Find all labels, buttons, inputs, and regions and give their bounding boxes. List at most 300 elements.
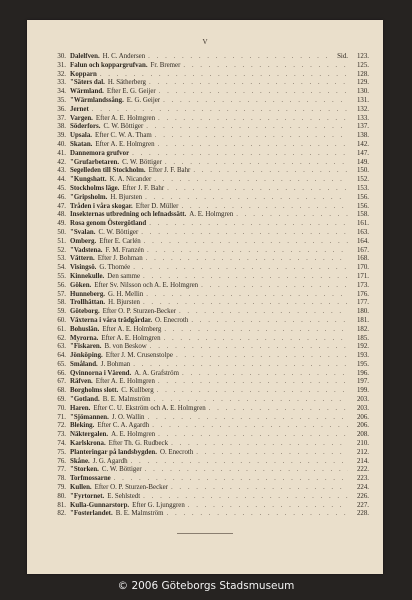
leader-dots xyxy=(147,247,348,256)
entry-author: G. Thomée xyxy=(99,264,131,272)
entry-page: 171. xyxy=(356,272,369,280)
toc-entry xyxy=(51,458,369,467)
toc-entry xyxy=(51,502,369,511)
entry-number: 54. xyxy=(57,264,66,272)
entry-title: Bohuslän. xyxy=(70,325,100,333)
leader-dots xyxy=(154,396,348,405)
entry-author: H. C. Andersen xyxy=(102,53,146,60)
leader-dots xyxy=(165,159,348,168)
entry-author: A. E. Holmgren xyxy=(189,211,234,219)
toc-entry xyxy=(51,247,369,256)
entry-number: 67. xyxy=(57,378,66,386)
leader-dots xyxy=(148,53,334,62)
toc-entry xyxy=(51,387,369,396)
entry-author: K. A. Nicander xyxy=(109,176,152,184)
entry-author: H. Bjursten xyxy=(110,193,143,201)
entry-title: Rosa genom Östergötland xyxy=(70,220,147,228)
toc-entry xyxy=(51,422,369,431)
entry-number: 70. xyxy=(57,404,66,412)
entry-page: 153. xyxy=(356,184,369,192)
entry-author: J. G. Agardh xyxy=(92,457,128,465)
entry-number: 77. xyxy=(57,466,66,474)
entry-page: 206. xyxy=(356,422,369,430)
entry-title: "Sjömannen. xyxy=(70,413,109,421)
toc-entry xyxy=(51,510,369,519)
entry-page: 152. xyxy=(356,176,369,184)
entry-page: 196. xyxy=(356,369,369,377)
leader-dots xyxy=(100,71,348,80)
entry-page: 197. xyxy=(356,378,369,386)
leader-dots xyxy=(164,326,348,335)
leader-dots xyxy=(236,211,348,220)
toc-entry xyxy=(51,53,369,62)
entry-title: "Grufarbetaren. xyxy=(70,158,120,166)
entry-title: Wärmland. xyxy=(70,88,104,96)
entry-page: 181. xyxy=(356,316,369,324)
entry-title: Göteborg. xyxy=(70,308,100,316)
entry-title: Segelleden till Stockholm. xyxy=(70,167,146,175)
entry-title: Göken. xyxy=(70,281,92,289)
entry-title: Näktergalen. xyxy=(70,431,109,439)
entry-number: 36. xyxy=(57,105,66,113)
entry-number: 30. xyxy=(57,53,66,60)
entry-author: F. M. Franzén xyxy=(105,246,144,254)
entry-author: C. W. Böttiger xyxy=(122,158,162,166)
entry-title: Hunneberg. xyxy=(70,290,106,298)
leader-dots xyxy=(209,405,348,414)
entry-author: Efter E. G. Geijer xyxy=(106,88,156,96)
entry-page: 176. xyxy=(356,290,369,298)
leader-dots xyxy=(167,510,348,519)
entry-page: 130. xyxy=(356,88,369,96)
leader-dots xyxy=(193,167,348,176)
entry-title: "Fyrtornet. xyxy=(70,492,105,500)
entry-number: 32. xyxy=(57,70,66,78)
entry-number: 65. xyxy=(57,360,66,368)
entry-author: A. E. Holmgren xyxy=(111,431,156,439)
entry-number: 63. xyxy=(57,343,66,351)
scanned-page xyxy=(27,20,383,574)
entry-number: 46. xyxy=(57,193,66,201)
leader-dots xyxy=(167,185,348,194)
entry-title: Kinnekulle. xyxy=(70,272,105,280)
leader-dots xyxy=(146,255,348,264)
entry-title: Omberg. xyxy=(70,237,97,245)
toc-entry xyxy=(51,326,369,335)
entry-title: Vargen. xyxy=(70,114,93,122)
entry-author: O. Enecroth xyxy=(155,316,189,324)
entry-number: 74. xyxy=(57,440,66,448)
leader-dots xyxy=(157,387,348,396)
entry-author: Fr. Bremer xyxy=(150,61,181,69)
entry-number: 51. xyxy=(57,237,66,245)
entry-page: 203. xyxy=(356,396,369,404)
entry-author: O. Enecroth xyxy=(159,448,194,456)
entry-title: Borgholms slott. xyxy=(70,387,119,395)
leader-dots xyxy=(176,352,348,361)
entry-number: 71. xyxy=(57,413,66,421)
entry-page: 226. xyxy=(356,492,369,500)
entry-number: 38. xyxy=(57,123,66,131)
entry-title: "Gotland. xyxy=(70,396,100,404)
entry-author: Efter A. E. Holmberg xyxy=(102,325,162,333)
entry-title: Småland. xyxy=(70,360,98,368)
entry-number: 81. xyxy=(57,501,66,509)
entry-page: 222. xyxy=(356,466,369,474)
leader-dots xyxy=(92,106,348,115)
toc-entry xyxy=(51,352,369,361)
entry-title: Jernet xyxy=(70,105,89,113)
toc-entry xyxy=(51,71,369,80)
entry-number: 62. xyxy=(57,334,66,342)
entry-page: 214. xyxy=(356,457,369,465)
toc-entry xyxy=(51,159,369,168)
entry-number: 76. xyxy=(57,457,66,465)
leader-dots xyxy=(133,264,348,273)
entry-page: 147. xyxy=(356,149,369,157)
leader-dots xyxy=(146,123,348,132)
entry-author: Efter Sv. Nilsson och A. E. Holmgren xyxy=(94,281,199,289)
leader-dots xyxy=(149,220,348,229)
leader-dots xyxy=(143,299,348,308)
entry-author: Efter J. Bohman xyxy=(97,255,143,263)
entry-page: 133. xyxy=(356,114,369,122)
entry-title: Jönköping. xyxy=(70,352,103,360)
entry-number: 49. xyxy=(57,220,66,228)
leader-dots xyxy=(132,150,348,159)
toc-entry xyxy=(51,291,369,300)
toc-entry xyxy=(51,282,369,291)
entry-page: 161. xyxy=(356,220,369,228)
leader-dots xyxy=(143,273,348,282)
entry-author: Efter C. U. Ekström och A. E. Holmgren xyxy=(93,404,206,412)
toc-entry xyxy=(51,431,369,440)
entry-page: 182. xyxy=(356,325,369,333)
entry-number: 75. xyxy=(57,448,66,456)
entry-number: 31. xyxy=(57,61,66,69)
entry-author: G. H. Mellin xyxy=(108,290,144,298)
entry-author: C. W. Böttiger xyxy=(101,466,142,474)
entry-number: 53. xyxy=(57,255,66,263)
entry-title: Bleking. xyxy=(70,422,95,430)
entry-title: Karlskrona. xyxy=(70,440,106,448)
entry-author: Efter O. P. Sturzen-Becker xyxy=(94,484,168,492)
entry-number: 43. xyxy=(57,167,66,175)
leader-dots xyxy=(183,62,348,71)
leader-dots xyxy=(141,229,348,238)
entry-page: 167. xyxy=(356,246,369,254)
entry-number: 64. xyxy=(57,352,66,360)
entry-page: 199. xyxy=(356,387,369,395)
entry-page: 142. xyxy=(356,140,369,148)
toc-entry xyxy=(51,335,369,344)
entry-number: 66. xyxy=(57,369,66,377)
toc-entry xyxy=(51,97,369,106)
entry-title: Stockholms läge. xyxy=(70,184,120,192)
entry-page: 137. xyxy=(356,123,369,131)
entry-title: "Wärmlandssång. xyxy=(70,96,124,104)
toc-entry xyxy=(51,115,369,124)
entry-title: Torfmossarne xyxy=(70,475,111,483)
entry-title: Planteringar på landsbygden. xyxy=(70,448,157,456)
toc-entry xyxy=(51,185,369,194)
entry-page: 177. xyxy=(356,299,369,307)
entry-number: 55. xyxy=(57,272,66,280)
entry-title: Tråden i våra skogar. xyxy=(70,202,133,210)
entry-page: 223. xyxy=(356,475,369,483)
entry-number: 72. xyxy=(57,422,66,430)
entry-title: Skåne. xyxy=(70,457,90,465)
entry-title: "Svalan. xyxy=(70,228,96,236)
entry-author: C. W. Böttiger xyxy=(103,123,144,131)
entry-number: 60. xyxy=(57,316,66,324)
toc-entry xyxy=(51,475,369,484)
entry-page: 195. xyxy=(356,360,369,368)
entry-author: E. Sehlstedt xyxy=(107,492,141,500)
toc-entry xyxy=(51,167,369,176)
leader-dots xyxy=(201,282,348,291)
toc-entry xyxy=(51,493,369,502)
entry-number: 59. xyxy=(57,308,66,316)
entry-author: B. E. Malmström xyxy=(102,396,151,404)
entry-page: 180. xyxy=(356,308,369,316)
toc-entry xyxy=(51,484,369,493)
entry-author: Efter A. E. Holmgren xyxy=(95,378,155,386)
entry-number: 82. xyxy=(57,510,66,518)
leader-dots xyxy=(154,176,348,185)
toc-entry xyxy=(51,343,369,352)
toc-entry xyxy=(51,449,369,458)
leader-dots xyxy=(149,79,348,88)
entry-page: 228. xyxy=(356,510,369,518)
entry-number: 42. xyxy=(57,158,66,166)
entry-title: Upsala. xyxy=(70,132,93,140)
entry-page: 158. xyxy=(356,211,369,219)
entry-page: 123. xyxy=(356,53,369,60)
toc-entry xyxy=(51,264,369,273)
table-of-contents xyxy=(51,53,369,519)
entry-page: 128. xyxy=(356,70,369,78)
leader-dots xyxy=(145,194,348,203)
entry-number: 69. xyxy=(57,396,66,404)
entry-page: 129. xyxy=(356,79,369,87)
leader-dots xyxy=(196,449,348,458)
leader-dots xyxy=(155,132,348,141)
entry-author: Efter A. E. Holmgren xyxy=(95,140,155,148)
entry-title: Haren. xyxy=(70,404,91,412)
entry-author: C. Kullberg xyxy=(121,387,154,395)
entry-author: Efter A. E. Holmgren xyxy=(95,114,156,122)
toc-entry xyxy=(51,88,369,97)
leader-dots xyxy=(144,238,348,247)
entry-number: 41. xyxy=(57,149,66,157)
entry-author: J. Bohman xyxy=(100,360,131,368)
leader-dots xyxy=(148,414,349,423)
entry-number: 33. xyxy=(57,79,66,87)
leader-dots xyxy=(114,475,348,484)
entry-title: "Storken. xyxy=(70,466,99,474)
toc-entry xyxy=(51,466,369,475)
toc-entry xyxy=(51,141,369,150)
entry-author: C. W. Böttiger xyxy=(98,228,139,236)
entry-page: 164. xyxy=(356,237,369,245)
entry-title: "Säters dal. xyxy=(70,79,105,87)
entry-page: 150. xyxy=(356,167,369,175)
entry-number: 47. xyxy=(57,202,66,210)
entry-page: 156. xyxy=(356,202,369,210)
entry-title: Qvinnorna i Värend. xyxy=(70,369,132,377)
end-rule xyxy=(177,533,233,534)
entry-number: 78. xyxy=(57,475,66,483)
entry-author: Efter D. Müller xyxy=(135,202,179,210)
toc-entry xyxy=(51,194,369,203)
leader-dots xyxy=(150,343,348,352)
toc-entry xyxy=(51,79,369,88)
entry-author: Den samme xyxy=(107,272,141,280)
entry-title: Insekternas utbredning och lefnadssätt. xyxy=(70,211,187,219)
entry-page: 203. xyxy=(356,404,369,412)
entry-number: 73. xyxy=(57,431,66,439)
leader-dots xyxy=(171,440,348,449)
entry-title: Dalelfven. xyxy=(70,53,100,60)
entry-title: "Gripsholm. xyxy=(70,193,108,201)
toc-entry xyxy=(51,132,369,141)
leader-dots xyxy=(188,502,348,511)
entry-number: 50. xyxy=(57,228,66,236)
leader-dots xyxy=(179,308,348,317)
copyright-notice: © 2006 Göteborgs Stadsmuseum xyxy=(117,580,295,592)
leader-dots xyxy=(182,370,348,379)
entry-author: Efter J. F. Bahr xyxy=(122,184,165,192)
entry-author: B. von Beskow xyxy=(104,343,147,351)
entry-number: 34. xyxy=(57,88,66,96)
toc-entry xyxy=(51,361,369,370)
entry-page: 193. xyxy=(356,352,369,360)
entry-title: Visingsö. xyxy=(70,264,97,272)
entry-number: 80. xyxy=(57,492,66,500)
entry-number: 61. xyxy=(57,325,66,333)
entry-title: "Fosterlandet. xyxy=(70,510,113,518)
toc-entry xyxy=(51,255,369,264)
entry-page: 125. xyxy=(356,61,369,69)
entry-title: Kulla-Gunnarstorp. xyxy=(70,501,130,509)
toc-entry xyxy=(51,150,369,159)
entry-number: 57. xyxy=(57,290,66,298)
entry-number: 58. xyxy=(57,299,66,307)
entry-title: Växterna i våra trädgårdar. xyxy=(70,316,153,324)
entry-page: 206. xyxy=(356,413,369,421)
entry-title: Vättern. xyxy=(70,255,95,263)
toc-entry xyxy=(51,123,369,132)
entry-author: Efter G. Ljunggren xyxy=(132,501,185,509)
toc-entry xyxy=(51,229,369,238)
entry-title: Falun och koppargrufvan. xyxy=(70,61,148,69)
toc-entry xyxy=(51,440,369,449)
toc-entry xyxy=(51,62,369,71)
leader-dots xyxy=(158,431,348,440)
leader-dots xyxy=(133,361,348,370)
toc-entry xyxy=(51,203,369,212)
leader-dots xyxy=(131,458,348,467)
entry-author: Efter Th. G. Rudbeck xyxy=(108,440,169,448)
entry-title: Kullen. xyxy=(70,484,92,492)
entry-author: Efter O. P. Sturzen-Becker xyxy=(102,308,176,316)
leader-dots xyxy=(164,335,348,344)
toc-entry xyxy=(51,317,369,326)
entry-page: 132. xyxy=(356,105,369,113)
page-number: V xyxy=(202,38,208,46)
toc-entry xyxy=(51,220,369,229)
toc-entry xyxy=(51,378,369,387)
entry-page: 208. xyxy=(356,431,369,439)
leader-dots xyxy=(159,88,348,97)
entry-author: J. O. Wallin xyxy=(111,413,145,421)
entry-number: 44. xyxy=(57,176,66,184)
entry-author: Efter J. F. Bahr xyxy=(148,167,191,175)
leader-dots xyxy=(145,466,348,475)
toc-entry xyxy=(51,273,369,282)
leader-dots xyxy=(143,493,348,502)
entry-author: Efter J. M. Crusenstolpe xyxy=(105,352,173,360)
leader-dots xyxy=(191,317,348,326)
entry-author: A. A. Grafström xyxy=(134,369,179,377)
leader-dots xyxy=(158,141,348,150)
entry-page: 131. xyxy=(356,96,369,104)
toc-entry xyxy=(51,176,369,185)
leader-dots xyxy=(146,291,348,300)
toc-entry xyxy=(51,238,369,247)
leader-dots xyxy=(181,203,348,212)
toc-entry xyxy=(51,370,369,379)
entry-number: 52. xyxy=(57,246,66,254)
toc-entry xyxy=(51,299,369,308)
toc-entry xyxy=(51,211,369,220)
entry-number: 40. xyxy=(57,140,66,148)
toc-entry xyxy=(51,106,369,115)
entry-page: 224. xyxy=(356,484,369,492)
entry-author: E. G. Geijer xyxy=(126,96,161,104)
entry-page: 185. xyxy=(356,334,369,342)
entry-author: Efter C. A. Agardh xyxy=(97,422,150,430)
entry-page: 138. xyxy=(356,132,369,140)
entry-page: 170. xyxy=(356,264,369,272)
entry-author: B. E. Malmström xyxy=(115,510,164,518)
toc-entry xyxy=(51,308,369,317)
entry-page: 212. xyxy=(356,448,369,456)
entry-page: 210. xyxy=(356,440,369,448)
entry-author: Efter A. E. Holmgren xyxy=(101,334,161,342)
entry-page: 173. xyxy=(356,281,369,289)
entry-author: Efter E. Carlén xyxy=(99,237,141,245)
entry-title: Räfven. xyxy=(70,378,93,386)
page-column-label: Sid. xyxy=(337,53,348,60)
entry-title: "Kungshatt. xyxy=(70,176,107,184)
entry-title: "Fiskaren. xyxy=(70,343,102,351)
leader-dots xyxy=(163,97,348,106)
leader-dots xyxy=(171,484,348,493)
leader-dots xyxy=(158,115,348,124)
entry-number: 79. xyxy=(57,484,66,492)
entry-number: 45. xyxy=(57,184,66,192)
toc-entry xyxy=(51,414,369,423)
entry-title: Kopparn xyxy=(70,70,97,78)
entry-page: 156. xyxy=(356,193,369,201)
entry-title: "Vadstena. xyxy=(70,246,103,254)
entry-title: Myrorna. xyxy=(70,334,99,342)
toc-entry xyxy=(51,405,369,414)
entry-author: Efter C. W. A. Tham xyxy=(95,132,152,140)
entry-page: 168. xyxy=(356,255,369,263)
